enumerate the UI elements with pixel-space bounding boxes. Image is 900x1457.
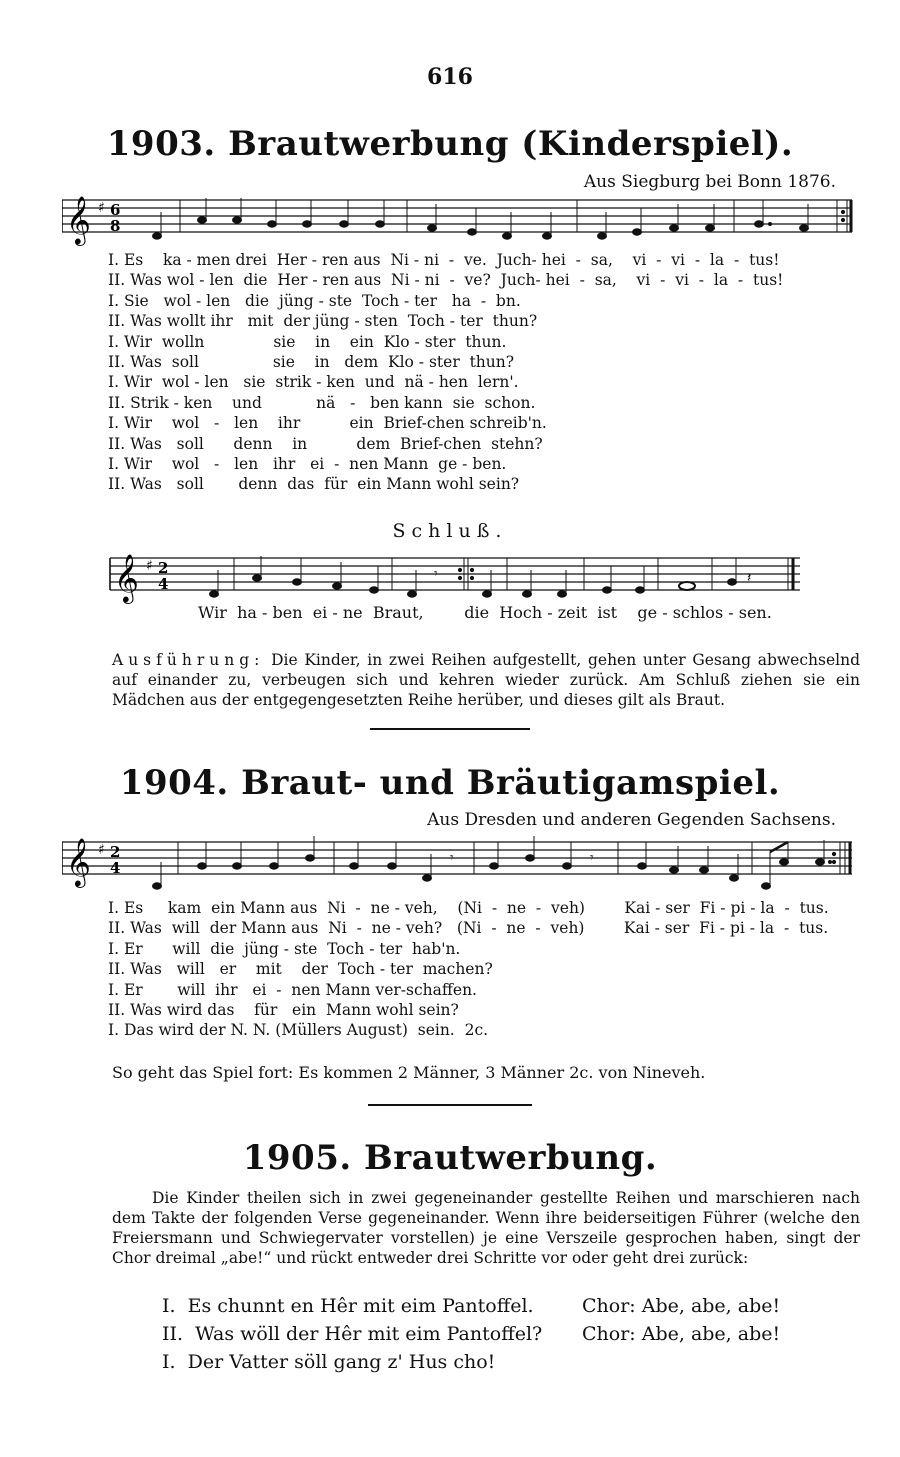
verse-line-7: I. Das wird der N. N. (Müllers August) sein. 2c. — [108, 1021, 489, 1040]
verse-line-1: I. Es kam ein Mann aus Ni - ne - veh, (Ni - ne - veh) Kai - ser Fi - pi - la - tus. — [108, 899, 829, 917]
section-divider — [368, 1104, 532, 1106]
notes — [153, 198, 852, 239]
dialogue-row — [162, 1320, 780, 1348]
chorus-response: Chor: Abe, abe, abe! — [582, 1295, 781, 1317]
song-1903-verses — [108, 250, 783, 495]
time-signature-bottom: 8 — [110, 217, 121, 235]
notes — [210, 556, 794, 597]
treble-clef-icon: 𝄞 — [66, 195, 91, 244]
sharp-icon: ♯ — [146, 558, 153, 574]
verse-line-4: II. Was wollt ihr mit der jüng - sten Toch - ter thun? — [108, 312, 538, 331]
verse-line-4: II. Was will er mit der Toch - ter machen? — [108, 960, 493, 979]
notes — [153, 836, 851, 889]
verse-line-3: I. Er will die jüng - ste Toch - ter hab'n. — [108, 939, 461, 958]
song-1905-dialogue — [162, 1292, 780, 1376]
verse-line-3: I. Sie wol - len die jüng - ste Toch - ter ha - bn. — [108, 291, 521, 310]
sharp-icon: ♯ — [98, 200, 105, 216]
verse-line-8: II. Strik - ken und nä - ben kann sie schon. — [108, 393, 536, 412]
time-signature-top: 2 — [158, 559, 169, 577]
song-1903-source: Aus Siegburg bei Bonn 1876. — [583, 172, 836, 192]
dialogue-row — [162, 1348, 780, 1376]
verse-line-2: II. Was will der Mann aus Ni - ne - veh? (Ni - ne - veh) Kai - ser Fi - pi - la - tus. — [108, 919, 829, 938]
chorus-response: Chor: Abe, abe, abe! — [582, 1323, 781, 1345]
verse-line-1: I. Es ka - men drei Her - ren aus Ni - ni - ve. Juch- hei - sa, vi - vi - la - tus! — [108, 251, 780, 269]
ausfuehrung-paragraph — [112, 650, 860, 710]
verse-line-6: II. Was wird das für ein Mann wohl sein? — [108, 1001, 459, 1020]
treble-clef-icon: 𝄞 — [114, 553, 139, 602]
verse-line-12: II. Was soll denn das für ein Mann wohl sein? — [108, 475, 520, 494]
verse-line-11: I. Wir wol - len ihr ei - nen Mann ge - ben. — [108, 455, 507, 474]
ausfuehrung-label: Ausführung: — [112, 651, 265, 669]
dialogue-line: I. Der Vatter söll gang z' Hus cho! — [162, 1351, 496, 1373]
song-1903-music-staff — [62, 190, 854, 250]
treble-clef-icon: 𝄞 — [66, 837, 91, 886]
time-signature-bottom: 4 — [110, 859, 121, 877]
dialogue-line: I. Es chunnt en Hêr mit eim Pantoffel. — [162, 1295, 534, 1317]
song-1905-paragraph: Die Kinder theilen sich in zwei gegeneinander gestellte Reihen und marschieren nach dem Takte der folgenden Verse gegeneinander. Wenn ihre beiderseitigen Führer (welche den Freiersmann und Schwiegervater vorstellen) je eine Verszeile gesprochen haben, singt der Chor dreimal „abe!“ und rückt entweder drei Schritte vor oder geht drei zurück: — [112, 1189, 860, 1267]
schluss-music-staff — [62, 548, 802, 604]
song-1904-source: Aus Dresden und anderen Gegenden Sachsens. — [427, 810, 836, 830]
song-1904-title: 1904. Braut- und Bräutigamspiel. — [119, 763, 781, 803]
verse-line-2: II. Was wol - len die Her - ren aus Ni - ni - ve? Juch- hei - sa, vi - vi - la - tus! — [108, 271, 784, 290]
verse-line-6: II. Was soll sie in dem Klo - ster thun? — [108, 353, 515, 372]
verse-line-5: I. Er will ihr ei - nen Mann ver-schaffen. — [108, 980, 477, 999]
verse-line-7: I. Wir wol - len sie strik - ken und nä - hen lern'. — [108, 373, 519, 392]
song-1904-footnote: So geht das Spiel fort: Es kommen 2 Männer, 3 Männer 2c. von Nineveh. — [112, 1063, 706, 1082]
song-1904-verses — [108, 898, 829, 1041]
time-signature-top: 6 — [110, 201, 121, 219]
section-divider — [370, 728, 530, 730]
time-signature-top: 2 — [110, 843, 121, 861]
song-1904-music-staff — [62, 832, 854, 894]
verse-line-5: I. Wir wolln sie in ein Klo - ster thun. — [108, 332, 507, 351]
ausfuehrung-text: Die Kinder, in zwei Reihen aufgestellt, gehen unter Gesang abwechselnd auf einander zu, verbeugen sich und kehren wieder zurück. Am Schluß ziehen sie ein Mädchen aus der entgegengesetzten Reihe herüber, und dieses gilt als Braut. — [112, 651, 860, 709]
schluss-lyrics: Wir ha - ben ei - ne Braut, die Hoch - zeit ist ge - schlos - sen. — [198, 603, 772, 622]
verse-line-10: II. Was soll denn in dem Brief-chen stehn? — [108, 434, 543, 453]
svg-text:𝄾: 𝄾 — [434, 566, 438, 582]
staff-lines — [62, 842, 852, 874]
svg-text:𝄾: 𝄾 — [450, 850, 454, 866]
verse-line-9: I. Wir wol - len ihr ein Brief-chen schreib'n. — [108, 414, 547, 433]
staff-lines — [110, 558, 800, 590]
time-signature-bottom: 4 — [158, 575, 169, 593]
schluss-heading: Schluß. — [392, 520, 508, 542]
svg-text:𝄾: 𝄾 — [590, 850, 594, 866]
song-1903-title: 1903. Brautwerbung (Kinderspiel). — [106, 124, 794, 164]
svg-text:𝄽: 𝄽 — [747, 570, 752, 586]
dialogue-row — [162, 1292, 780, 1320]
dialogue-line: II. Was wöll der Hêr mit eim Pantoffel? — [162, 1323, 543, 1345]
page-number: 616 — [427, 64, 473, 90]
song-1905-title: 1905. Brautwerbung. — [242, 1138, 658, 1178]
sharp-icon: ♯ — [98, 842, 105, 858]
